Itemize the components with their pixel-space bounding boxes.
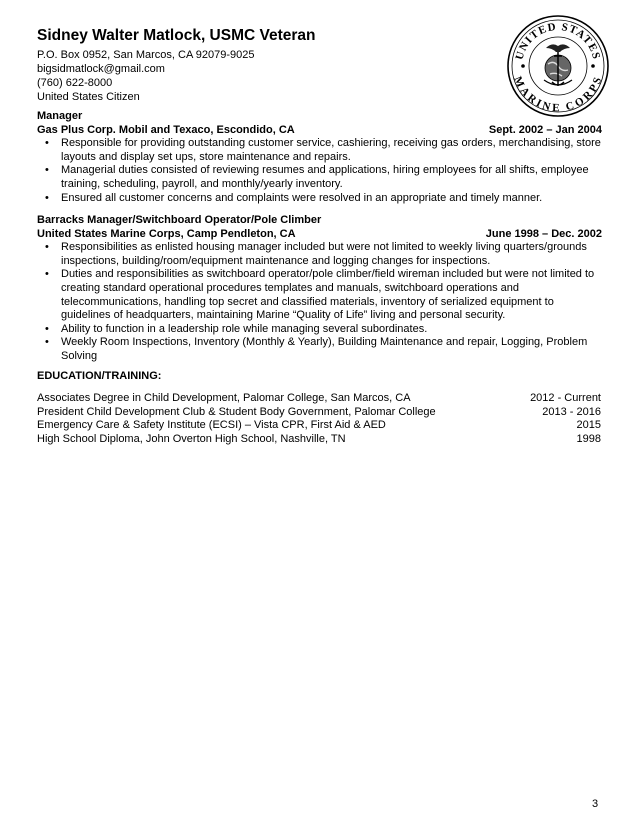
job-title: Barracks Manager/Switchboard Operator/Pole Climber (37, 214, 322, 226)
job-entry-manager (37, 110, 602, 205)
job-org-line (37, 228, 602, 242)
education-text: Associates Degree in Child Development, Palomar College, San Marcos, CA (37, 392, 411, 404)
job-bullet: • Managerial duties consisted of reviewing resumes and applications, hiring employees for all shifts, employee training, scheduling, payroll, and monthly/yearly inventory. (37, 164, 602, 191)
education-text: President Child Development Club & Student Body Government, Palomar College (37, 405, 436, 418)
job-bullet: • Responsible for providing outstanding customer service, cashiering, receiving gas orders, merchandising, store layouts and display set ups, store maintenance and repairs. (37, 137, 602, 164)
page-number: 3 (592, 798, 599, 810)
job-organization: United States Marine Corps, Camp Pendleton, CA (37, 227, 296, 240)
job-bullet: • Ensured all customer concerns and complaints were resolved in an appropriate and timely manner. (37, 192, 602, 206)
emblem-bottom-text: MARINE CORPS (511, 74, 605, 115)
job-bullet: • Duties and responsibilities as switchboard operator/pole climber/field wireman included but were not limited to creating standard operational procedures templates and manuals, switchboard operations and telecommunications, handling top secret and classified materials, inventory of serialized equipment to guidelines of headquarters, maintaining Marine “Quality of Life” living and personal security. (37, 268, 602, 322)
emblem-top-text: UNITED STATES (513, 20, 603, 62)
citizenship: United States Citizen (37, 91, 140, 103)
address: P.O. Box 0952, San Marcos, CA 92079-9025 (37, 49, 255, 61)
email: bigsidmatlock@gmail.com (37, 63, 165, 75)
job-bullet-list (37, 241, 602, 363)
education-heading: EDUCATION/TRAINING: (37, 370, 162, 382)
job-bullet-list (37, 137, 602, 205)
job-dates: Sept. 2002 – Jan 2004 (488, 123, 602, 136)
education-year: 2015 (576, 419, 601, 432)
contact-block (37, 48, 255, 104)
education-text: Emergency Care & Safety Institute (ECSI) – Vista CPR, First Aid & AED (37, 419, 386, 432)
education-entry (37, 433, 601, 447)
job-bullet: • Ability to function in a leadership role while managing several subordinates. (37, 323, 602, 337)
education-year: 2012 - Current (530, 392, 601, 404)
education-entry (37, 392, 601, 406)
job-bullet: • Weekly Room Inspections, Inventory (Monthly & Yearly), Building Maintenance and repair, Logging, Problem Solving (37, 336, 602, 363)
education-entry (37, 419, 601, 433)
job-bullet: • Responsibilities as enlisted housing manager included but were not limited to weekly living quarters/grounds inspections, building/room/equipment maintenance and logging changes for inspections. (37, 241, 602, 268)
education-year: 2013 - 2016 (542, 405, 601, 418)
education-text: High School Diploma, John Overton High School, Nashville, TN (37, 432, 346, 445)
job-organization: Gas Plus Corp. Mobil and Texaco, Escondido, CA (37, 123, 295, 136)
job-entry-barracks-manager (37, 214, 602, 364)
job-title: Manager (37, 110, 83, 122)
candidate-name: Sidney Walter Matlock, USMC Veteran (37, 27, 316, 44)
phone: (760) 622-8000 (37, 77, 113, 89)
job-org-line (37, 124, 602, 138)
job-dates: June 1998 – Dec. 2002 (485, 227, 602, 240)
education-list (37, 392, 601, 446)
usmc-emblem-icon (506, 14, 610, 118)
education-entry (37, 406, 601, 420)
education-year: 1998 (576, 432, 601, 445)
